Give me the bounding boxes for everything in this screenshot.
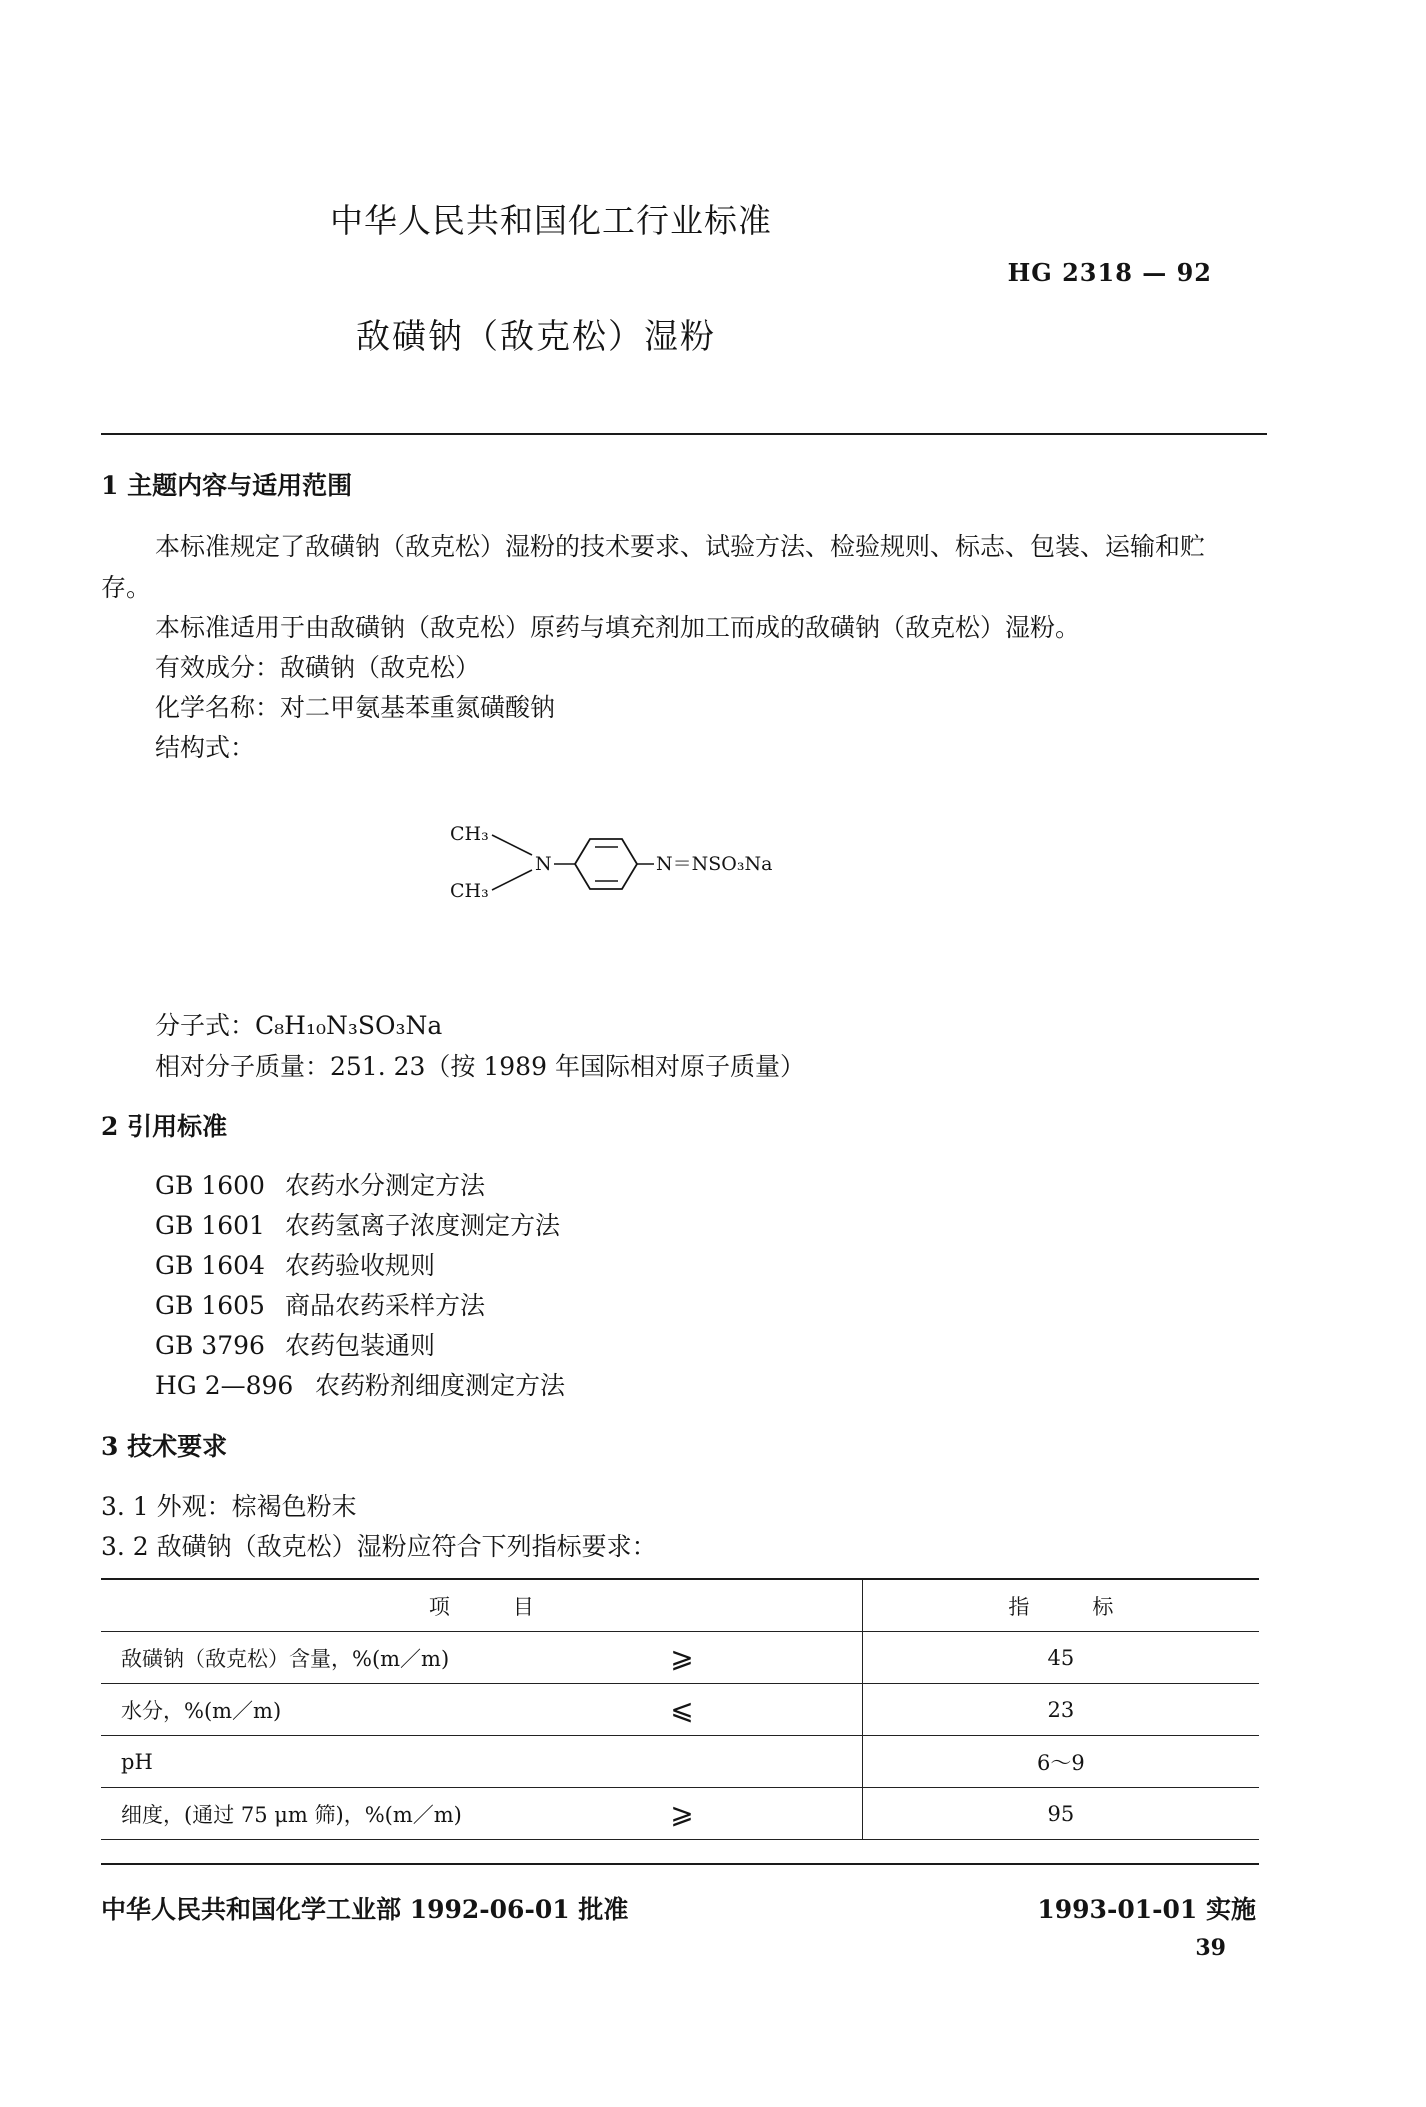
active-ingredient: 有效成分：敌磺钠（敌克松）: [155, 653, 481, 682]
structure-label: 结构式：: [155, 733, 256, 762]
header-item: 项 目: [101, 1580, 862, 1632]
row-value: 6～9: [862, 1736, 1259, 1788]
reference-code: GB 3796: [155, 1331, 265, 1360]
structural-formula: [440, 810, 820, 920]
reference-item: [155, 1206, 560, 1242]
diazo-sulfonate-group: N＝NSO₃Na: [656, 853, 773, 875]
header-value: 指 标: [862, 1580, 1259, 1632]
appearance-requirement: 3. 1 外观：棕褐色粉末: [101, 1492, 357, 1521]
row-value: 23: [862, 1684, 1259, 1736]
header-rule: [101, 433, 1267, 435]
reference-name: 农药包装通则: [285, 1331, 436, 1360]
methyl-group-bottom: CH₃: [450, 880, 489, 902]
row-comparator: ⩾: [670, 1632, 862, 1684]
row-value: 45: [862, 1632, 1259, 1684]
index-requirement: 3. 2 敌磺钠（敌克松）湿粉应符合下列指标要求：: [101, 1532, 657, 1561]
methyl-group-top: CH₃: [450, 823, 489, 845]
row-item: 水分，%(m／m): [101, 1684, 670, 1736]
reference-code: GB 1605: [155, 1291, 265, 1320]
table-header-row: [101, 1580, 1259, 1632]
reference-name: 农药水分测定方法: [285, 1171, 486, 1200]
table-row: [101, 1684, 1259, 1736]
nitrogen-atom: N: [535, 853, 552, 875]
section-2-heading: 2 引用标准: [101, 1112, 228, 1141]
footer-rule: [101, 1863, 1259, 1865]
row-value: 95: [862, 1788, 1259, 1840]
standard-code: HG 2318 — 92: [1007, 258, 1212, 287]
row-comparator: ⩾: [670, 1788, 862, 1840]
table-row: [101, 1736, 1259, 1788]
row-item: pH: [101, 1736, 670, 1788]
standard-name: 中华人民共和国化工行业标准: [330, 201, 772, 240]
molar-mass: 相对分子质量：251. 23（按 1989 年国际相对原子质量）: [155, 1052, 805, 1081]
effective-date: 1993-01-01 实施: [1037, 1895, 1256, 1924]
table-row: [101, 1632, 1259, 1684]
molecular-formula: [155, 1006, 442, 1042]
document-title: 敌磺钠（敌克松）湿粉: [356, 317, 716, 357]
scope-paragraph-line1: 本标准规定了敌磺钠（敌克松）湿粉的技术要求、试验方法、检验规则、标志、包装、运输和贮: [155, 532, 1206, 561]
applicability-paragraph: 本标准适用于由敌磺钠（敌克松）原药与填充剂加工而成的敌磺钠（敌克松）湿粉。: [155, 613, 1081, 642]
reference-code: GB 1601: [155, 1211, 265, 1240]
specification-table: [101, 1580, 1259, 1840]
reference-item: [155, 1286, 485, 1322]
reference-item: [155, 1326, 435, 1362]
reference-name: 农药验收规则: [285, 1251, 436, 1280]
section-1-heading: 1 主题内容与适用范围: [101, 471, 353, 500]
row-item: 细度，(通过 75 μm 筛)，%(m／m): [101, 1788, 670, 1840]
reference-name: 商品农药采样方法: [285, 1291, 486, 1320]
reference-name: 农药氢离子浓度测定方法: [285, 1211, 561, 1240]
page-number: 39: [1195, 1935, 1226, 1961]
row-comparator: [670, 1736, 862, 1788]
reference-code: GB 1600: [155, 1171, 265, 1200]
row-item: 敌磺钠（敌克松）含量，%(m／m): [101, 1632, 670, 1684]
molecular-formula-label: 分子式：: [155, 1011, 256, 1040]
table-row: [101, 1788, 1259, 1840]
reference-code: HG 2—896: [155, 1371, 294, 1400]
approval-note: 中华人民共和国化学工业部 1992-06-01 批准: [101, 1895, 629, 1924]
reference-item: [155, 1246, 435, 1282]
scope-paragraph-line2: 存。: [101, 573, 152, 602]
reference-item: [155, 1366, 565, 1402]
reference-name: 农药粉剂细度测定方法: [315, 1371, 566, 1400]
reference-code: GB 1604: [155, 1251, 265, 1280]
chemical-name: 化学名称：对二甲氨基苯重氮磺酸钠: [155, 693, 556, 722]
reference-item: [155, 1166, 485, 1202]
row-comparator: ⩽: [670, 1684, 862, 1736]
molecular-formula-value: C₈H₁₀N₃SO₃Na: [255, 1011, 443, 1040]
section-3-heading: 3 技术要求: [101, 1432, 228, 1461]
